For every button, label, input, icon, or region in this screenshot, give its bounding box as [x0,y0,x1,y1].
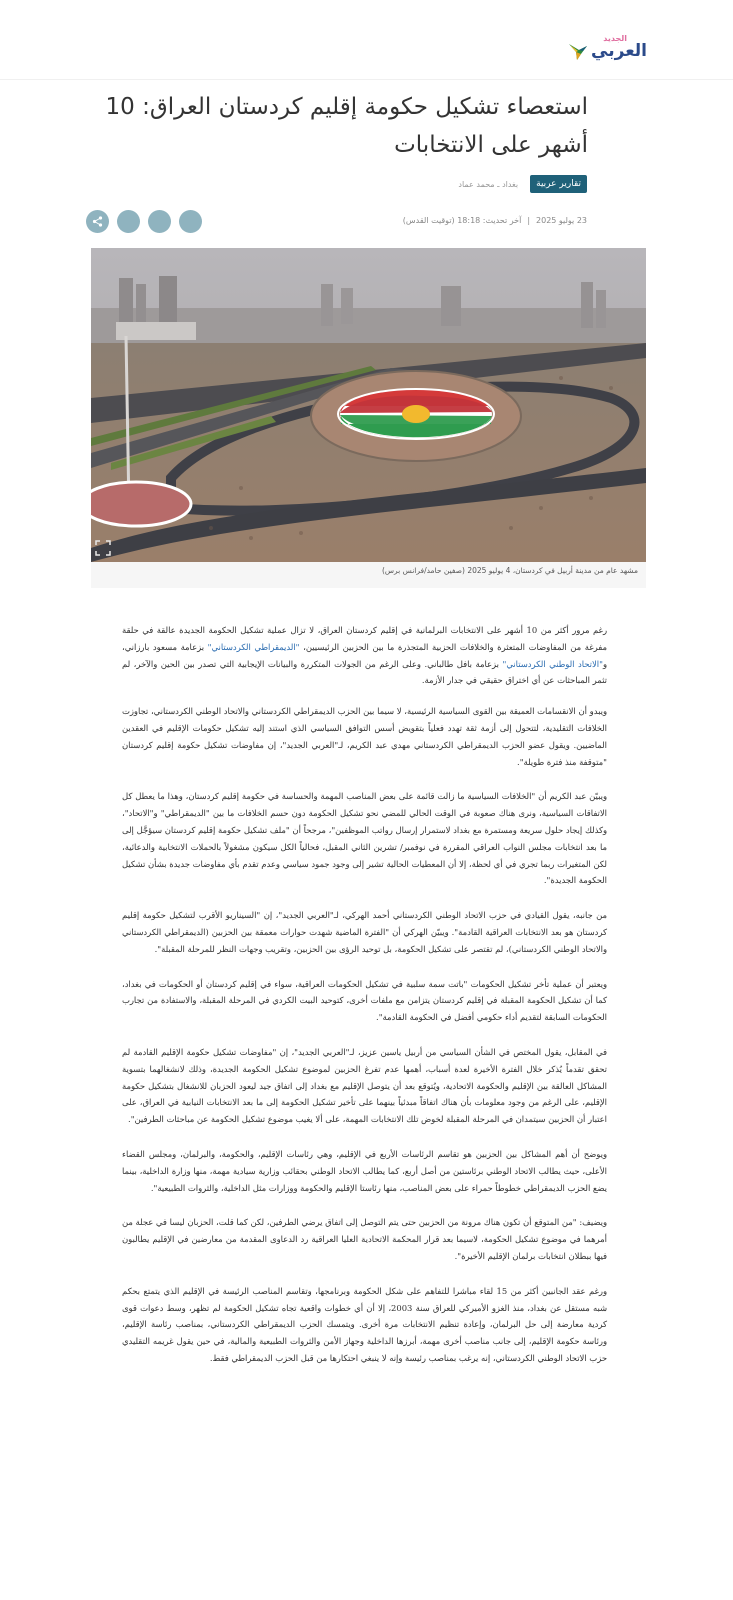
photo-caption: مشهد عام من مدينة أربيل في كردستان، 4 يوليو 2025 (صفين حامد/فرانس برس) [381,566,638,575]
link-puk[interactable]: "الاتحاد الوطني الكردستاني" [502,658,603,669]
share-buttons [86,210,202,233]
share-icon [92,216,103,227]
share-social-button-2[interactable] [148,210,171,233]
share-social-button-1[interactable] [117,210,140,233]
paragraph-1-part-c: بزعامة بافل طالباني. وعلى الرغم من الجولات المتكررة والبيانات الإيجابية التي تصدر بين الحين والآخر، لم تثمر المباحثات عن أي اختراق حقيقي في جدار الأزمة. [122,658,607,686]
paragraph-5: ويعتبر أن عملية تأخر تشكيل الحكومات "باتت سمة سلبية في تشكيل الحكومات العراقية، سواء في إقليم كردستان أو الحكومات في بغداد، كما أن تشكيل الحكومة المقبلة في إقليم كردستان يتزامن مع ملفات أخرى، كتوحيد البيت الكردي في المرحلة المقبلة، والاستفادة من تجارب الحكومات السابقة لتقديم أداء حكومي أفضل في الحكومة القادمة". [122,978,607,1023]
paragraph-1-part-b: بزعامة مسعود بارزاني، و [122,641,607,669]
paragraph-8: ويضيف: "من المتوقع أن تكون هناك مرونة من الحزبين حتى يتم التوصل إلى اتفاق يرضي الطرفين، لكن كما قلت، الحزبان ليسا في عجلة من أمرهما في موضوع تشكيل الحكومة، لاسيما بعد قرار المحكمة الاتحادية العليا العراقية رد الدعاوى المقدمة من معارضين في الإقليم يطالبون فيها ببطلان انتخابات برلمان الإقليم الأخيرة". [122,1217,607,1261]
category-badge[interactable]: تقارير عربية [530,175,587,193]
article-meta [458,175,587,193]
article-photo-figure [91,248,646,588]
share-button[interactable] [86,210,109,233]
logo-text: العربي [591,41,647,61]
site-header [0,0,733,80]
share-social-button-3[interactable] [179,210,202,233]
article-photo[interactable] [91,248,646,562]
expand-icon[interactable] [95,540,111,556]
date-separator: | [527,216,531,225]
update-time: آخر تحديث: 18:18 (توقيت القدس) [402,216,522,225]
bird-logo-icon [567,40,589,62]
paragraph-3: ويبيّن عبد الكريم أن "الخلافات السياسية ما زالت قائمة على بعض المناصب المهمة والحساسة في حكومة إقليم كردستان، وهذا ما يعطل كل الاتفاقات السياسية، ونرى هناك صعوبة في الوقت الحالي للمضي نحو تشكيل الحكومة دون حسم الخلافات ما بين "الديمقراطي" و"الاتحاد"، وكذلك إيجاد حلول سريعة ومستمرة مع بغداد لاستمرار إرسال رواتب الموظفين"، مرجحاً أن "ملف تشكيل حكومة إقليم كردستان سيؤجَّل إلى ما بعد انتخابات مجلس النواب العراقي المقررة في نوفمبر/ تشرين الثاني المقبل، فحالياً الكل سيكون مشغولاً بالحملات الانتخابية والدعائية، لكن المتغيرات ربما تجري في أي لحظة، إلا أن المعطيات الحالية تشير إلى وجود جمود سياسي وعدم تقدم بأي مفاوضات جديدة بشأن تشكيل الحكومة الجديدة". [122,791,607,886]
paragraph-2: ويبدو أن الانقسامات العميقة بين القوى السياسية الرئيسية، لا سيما بين الحزب الديمقراطي الكردستاني والاتحاد الوطني الكردستاني، تجاوزت الخلافات التقليدية، لتتحول إلى أزمة ثقة تهدد فعلياً بتقويض أسس التوافق السياسي الذي استند إليه تشكيل حكومات الإقليم في العقدين الماضيين. ويقول عضو الحزب الديمقراطي الكردستاني مهدي عبد الكريم، لـ"العربي الجديد"، إن مفاوضات تشكيل حكومة إقليم كردستان "متوقفة منذ فترة طويلة". [122,706,607,767]
paragraph-7: ويوضح أن أهم المشاكل بين الحزبين هو تقاسم الرئاسات الأربع في الإقليم، وهي رئاسات الإقليم، والحكومة، والبرلمان، ومجلس القضاء الأعلى، حيث يطالب الاتحاد الوطني برئاستين من أصل أربع، كما يطالب الاتحاد الوطني بحقائب وزارية سيادية مهمة، منها وزارة الداخلية، بينما يضع الحزب الديمقراطي خطوطاً حمراء على بعض المناصب، منها رئاستا الإقليم والحكومة ووزارات مثل الداخلية، والثروات الطبيعية". [122,1148,607,1193]
paragraph-6: في المقابل، يقول المختص في الشأن السياسي من أربيل ياسين عزيز، لـ"العربي الجديد"، إن "مفاوضات تشكيل حكومة الإقليم القادمة لم تحقق تقدماً يُذكر خلال الفترة الأخيرة لعدة أسباب، أهمها عدم تفرغ الحزبين لموضوع تشكيل الحكومة الجديدة، وذلك لانشغالهما بتسوية المشاكل العالقة بين الإقليم والحكومة الاتحادية، ويُتوقع بعد أن يتوصل الإقليم مع بغداد إلى اتفاق جيد ليعود الحزبان للانشغال بتشكيل حكومة الإقليم، على الرغم من وجود معلومات بأن هناك اتفاقاً مبدئياً بينهما على تأخير تشكيل الحكومة إلى ما بعد الانتخابات النيابية في العراق، على اعتبار أن الحزبين سيتمدان في المرحلة المقبلة لخوض تلك الانتخابات المهمة، على ألا يغيب موضوع تشكيل الحكومة عن مباحثات الطرفين". [122,1046,607,1125]
article-author: بغداد ـ محمد عماد [458,179,519,189]
publish-date: 23 يوليو 2025 [536,216,587,225]
site-logo[interactable] [567,34,647,62]
paragraph-9: ورغم عقد الجانبين أكثر من 15 لقاء مباشرا للتفاهم على شكل الحكومة وبرنامجها، وتقاسم المناصب الرئيسة في الإقليم الذي يتمتع بحكم شبه مستقل عن بغداد، منذ الغزو الأميركي للعراق سنة 2003، إلا أن أي خطوات واقعية تجاه تشكيل الحكومة لم تظهر، وسط دعوات قوى كردية معارضة إلى حل البرلمان، وإعادة تنظيم الانتخابات مرة أخرى. ويتمسك الحزب الديمقراطي الكردستاني، بمناصب رئاسة الإقليم، ورئاسة حكومة الإقليم، إلى جانب مناصب أخرى مهمة، أبرزها الداخلية وجهاز الأمن والثروات الطبيعية والمالية، في حين يقول غريمه التقليدي حزب الاتحاد الوطني الكردستاني، إنه يرغب بمناصب رئيسة وإنه لا ينبغي احتكارها من قبل الحزب الديمقراطي فقط. [122,1285,608,1363]
paragraph-1 [122,622,607,689]
paragraph-1-part-a: رغم مرور أكثر من 10 أشهر على الانتخابات البرلمانية في إقليم كردستان العراق، لا تزال عملية تشكيل الحكومة الجديدة عالقة في حلقة مفرغة من المفاوضات المتعثرة والخلافات الحزبية المتجذرة ما بين الحزبين الرئيسيين، [122,625,607,652]
article-date-row [403,216,587,225]
link-kdp[interactable]: "الديمقراطي الكردستاني" [207,641,300,652]
article-title: استعصاء تشكيل حكومة إقليم كردستان العراق: 10 أشهر على الانتخابات [105,94,588,158]
paragraph-4: من جانبه، يقول القيادي في حزب الاتحاد الوطني الكردستاني أحمد الهركي، لـ"العربي الجديد"، إن "السيناريو الأقرب لتشكيل حكومة إقليم كردستان هو بعد الانتخابات العراقية القادمة". ويبيّن الهركي أن "الفترة الماضية شهدت حوارات معمقة بين الحزبين (الديمقراطي الكردستاني والاتحاد الوطني الكردستاني)، لم تقتصر على تشكيل الحكومة، بل توحيد الرؤى بين الحزبين، وتقريب وجهات النظر للمرحلة المقبلة". [122,910,607,954]
article-body [122,622,607,1385]
logo-subtitle: الجديد [603,34,627,43]
